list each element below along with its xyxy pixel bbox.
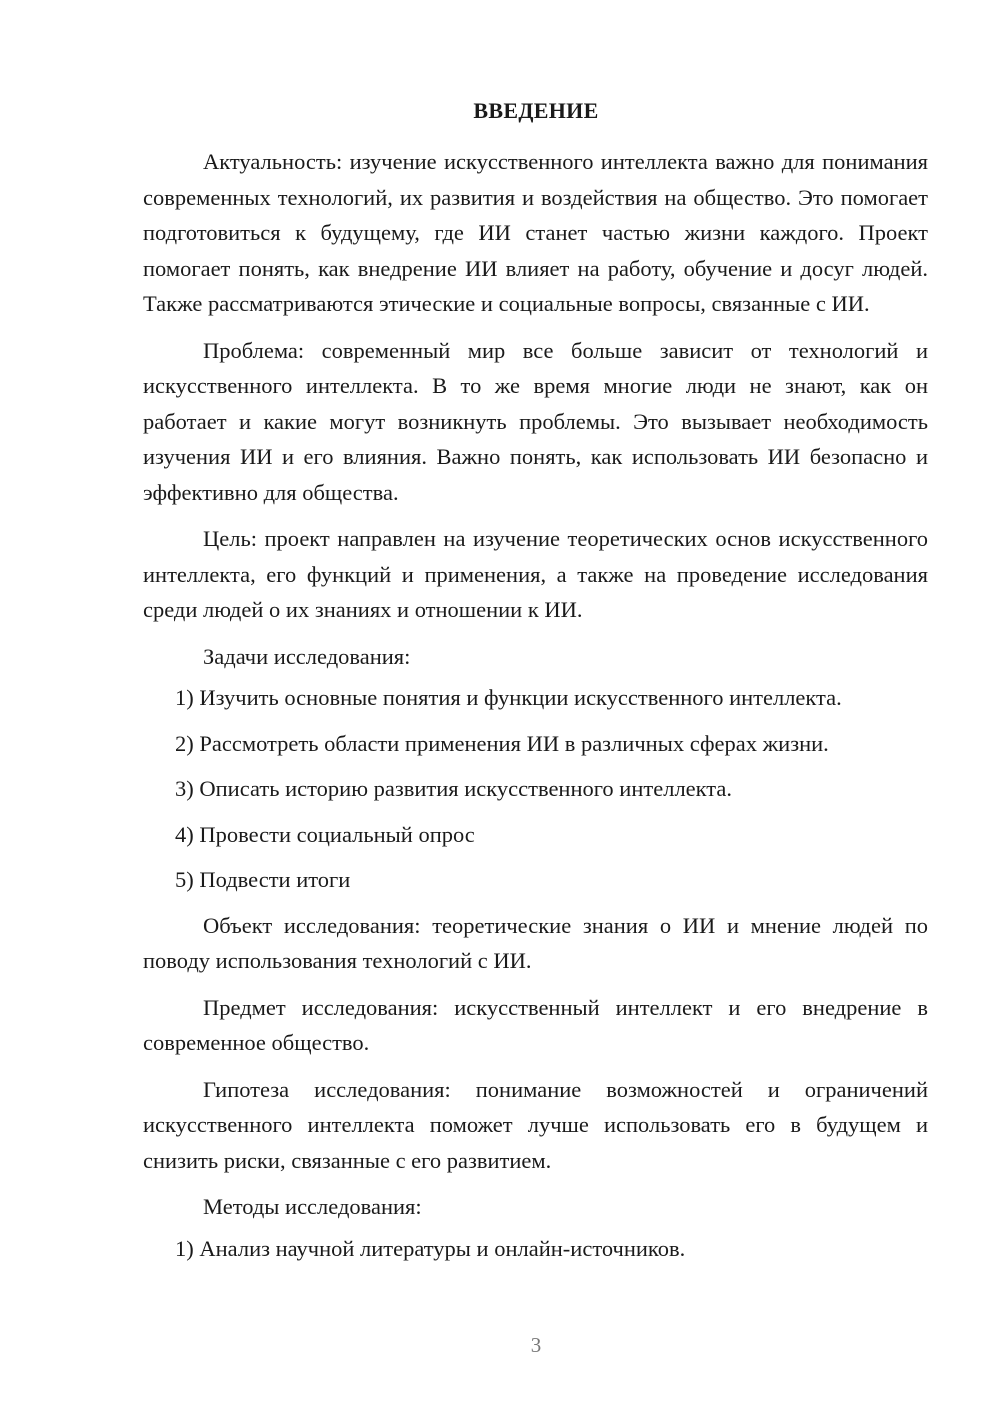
task-item: 3) Описать историю развития искусственного интеллекта. [175, 776, 733, 801]
task-item: 2) Рассмотреть области применения ИИ в различных сферах жизни. [175, 730, 829, 756]
object-paragraph: Объект исследования: теоретические знания о ИИ и мнение людей по поводу использования технологий с ИИ. [143, 912, 928, 973]
page-number: 3 [530, 1333, 542, 1357]
page-title: ВВЕДЕНИЕ [473, 98, 599, 123]
page-content [143, 144, 928, 1276]
method-item: 1) Анализ научной литературы и онлайн-источников. [175, 1235, 686, 1261]
goal-paragraph: Цель: проект направлен на изучение теоретических основ искусственного интеллекта, его функций и применения, а также на проведение исследования среди людей о их знаниях и отношении к ИИ. [143, 526, 928, 622]
hypothesis-paragraph: Гипотеза исследования: понимание возможностей и ограничений искусственного интеллекта поможет лучше использовать его в будущем и снизить риски, связанные с его развитием. [143, 1076, 928, 1173]
problem-paragraph: Проблема: современный мир все больше зависит от технологий и искусственного интеллекта. В то же время многие люди не знают, как он работает и какие могут возникнуть проблемы. Это вызывает необходимость изучения ИИ и его влияния. Важно понять, как использовать ИИ безопасно и эффективно для общества. [143, 337, 928, 505]
subject-paragraph: Предмет исследования: искусственный интеллект и его внедрение в современное общество. [143, 994, 928, 1055]
task-item: 1) Изучить основные понятия и функции искусственного интеллекта. [175, 685, 842, 710]
task-item: 4) Провести социальный опрос [175, 821, 475, 847]
methods-heading: Методы исследования: [203, 1194, 422, 1219]
tasks-heading: Задачи исследования: [203, 643, 411, 669]
task-item: 5) Подвести итоги [175, 867, 351, 892]
relevance-paragraph: Актуальность: изучение искусственного интеллекта важно для понимания современных технологий, их развития и воздействия на общество. Это помогает подготовиться к будущему, где ИИ станет частью жизни каждого. Проект помогает понять, как внедрение ИИ влияет на работу, обучение и досуг людей. Также рассматриваются этические и социальные вопросы, связанные с ИИ. [143, 149, 928, 316]
